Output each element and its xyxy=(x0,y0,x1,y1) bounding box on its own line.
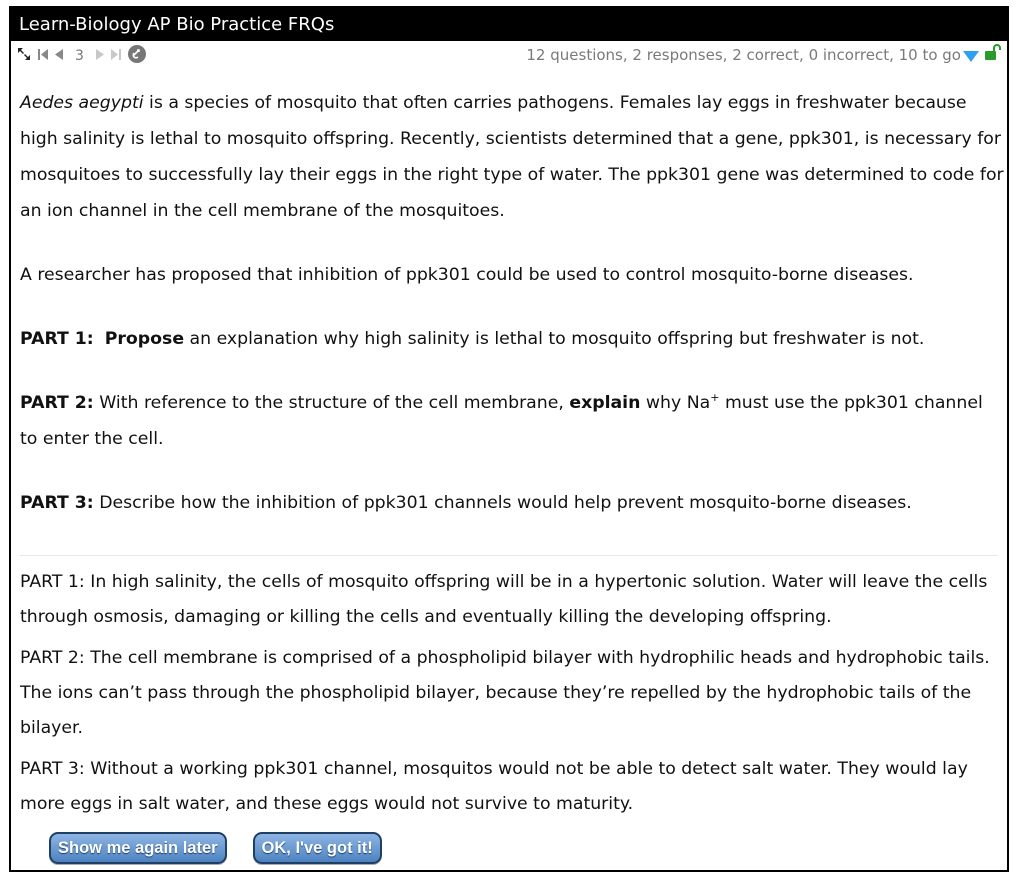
first-icon[interactable] xyxy=(38,49,48,64)
question-part-2: PART 2: With reference to the structure of the cell membrane, explain why Na+ must use the ppk301 channel to enter the cell. xyxy=(20,391,983,449)
share-icon[interactable] xyxy=(128,45,146,67)
prev-icon[interactable] xyxy=(55,49,63,64)
expand-icon[interactable] xyxy=(17,47,31,65)
next-icon[interactable] xyxy=(96,49,104,64)
question-intro: Aedes aegypti is a species of mosquito that often carries pathogens. Females lay eggs in freshwater because high salinity is lethal to mosquito offspring. Recently, scientists determined that a gene, ppk301, is necessary for mosquitoes to successfully lay their eggs in the right type of water. The ppk301 gene was determined to code for an ion channel in the cell membrane of the mosquitoes. xyxy=(20,93,1004,221)
answer-section xyxy=(20,565,1005,828)
last-icon[interactable] xyxy=(111,49,121,64)
question-part-1: PART 1: Propose an explanation why high salinity is lethal to mosquito offspring but freshwater is not. xyxy=(20,329,925,349)
question-proposal: A researcher has proposed that inhibition of ppk301 could be used to control mosquito-borne diseases. xyxy=(20,265,914,285)
question-navigation xyxy=(17,47,146,65)
current-question-number: 3 xyxy=(75,48,84,64)
species-name: Aedes aegypti xyxy=(20,93,144,113)
toolbar xyxy=(11,41,1007,69)
question-prompt xyxy=(20,85,1005,521)
unlock-icon[interactable] xyxy=(985,43,1001,61)
answer-part-2: PART 2: The cell membrane is comprised of a phospholipid bilayer with hydrophilic heads and hydrophobic tails. The ions can’t pass through the phospholipid bilayer, because they’re repelled by the hydrophobic tails of the bilayer. xyxy=(20,648,990,738)
progress-stats: 12 questions, 2 responses, 2 correct, 0 incorrect, 10 to go xyxy=(526,46,961,64)
got-it-button[interactable]: OK, I've got it! xyxy=(253,832,382,864)
question-part-3: PART 3: Describe how the inhibition of ppk301 channels would help prevent mosquito-borne diseases. xyxy=(20,493,912,513)
divider xyxy=(20,555,998,556)
app-title: Learn-Biology AP Bio Practice FRQs xyxy=(11,8,1007,41)
action-buttons xyxy=(49,832,382,864)
show-again-later-button[interactable]: Show me again later xyxy=(49,832,227,864)
dropdown-triangle-icon[interactable] xyxy=(963,51,979,62)
flashcard-window xyxy=(9,6,1009,872)
answer-part-3: PART 3: Without a working ppk301 channel, mosquitos would not be able to detect salt water. They would lay more eggs in salt water, and these eggs would not survive to maturity. xyxy=(20,759,968,814)
answer-part-1: PART 1: In high salinity, the cells of mosquito offspring will be in a hypertonic solution. Water will leave the cells through osmosis, damaging or killing the cells and eventually killing the developing offspring. xyxy=(20,572,988,627)
